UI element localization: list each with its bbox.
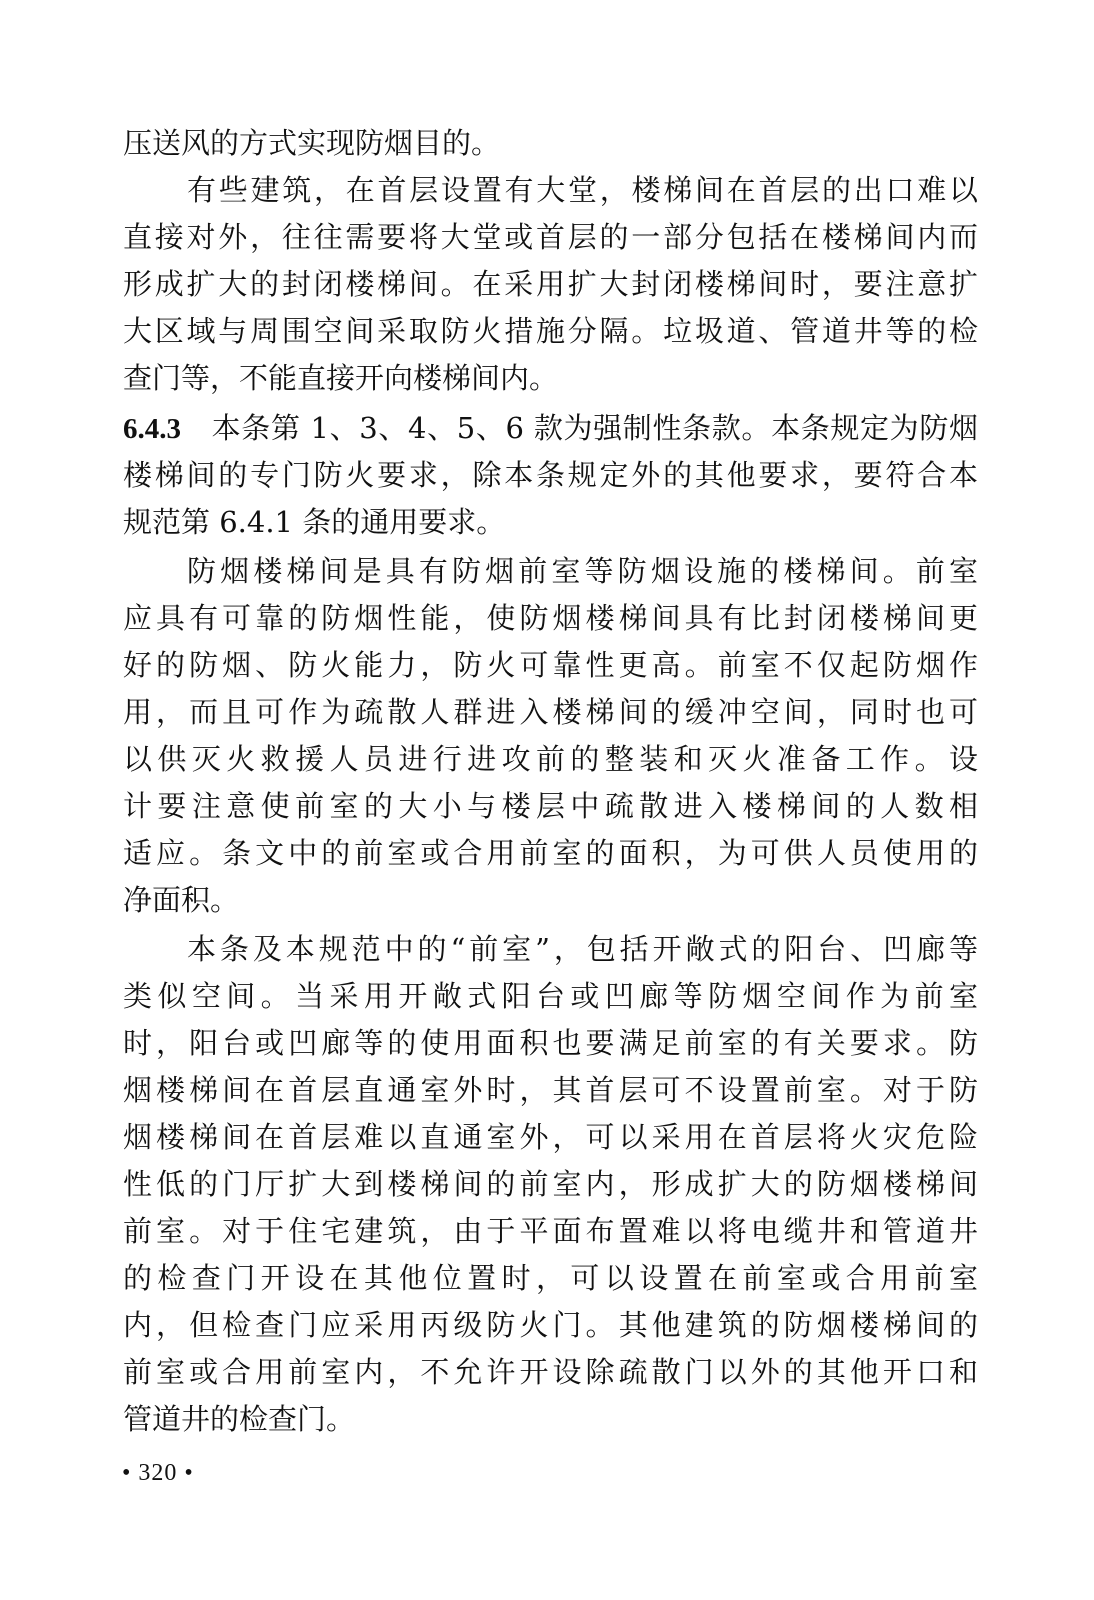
text-line: 净面积。 <box>123 883 240 917</box>
text-line: 直接对外，往往需要将大堂或首层的一部分包括在楼梯间内而 <box>123 220 978 254</box>
text-line: 类似空间。当采用开敞式阳台或凹廊等防烟空间作为前室 <box>123 979 978 1013</box>
text-line: 有些建筑，在首层设置有大堂，楼梯间在首层的出口难以 <box>187 173 978 207</box>
text-line: 用，而且可作为疏散人群进入楼梯间的缓冲空间，同时也可 <box>123 695 978 729</box>
section-number: 6.4.3 <box>123 413 181 445</box>
section-text: 本条第 1、3、4、5、6 款为强制性条款。本条规定为防烟 <box>211 411 978 445</box>
text-line: 防烟楼梯间是具有防烟前室等防烟设施的楼梯间。前室 <box>187 554 978 588</box>
text-line: 的检查门开设在其他位置时，可以设置在前室或合用前室 <box>123 1261 978 1295</box>
text-line: 时，阳台或凹廊等的使用面积也要满足前室的有关要求。防 <box>123 1026 978 1060</box>
text-line: 烟楼梯间在首层难以直通室外，可以采用在首层将火灾危险 <box>123 1120 978 1154</box>
text-line: 楼梯间的专门防火要求，除本条规定外的其他要求，要符合本 <box>123 458 978 492</box>
text-line: 性低的门厅扩大到楼梯间的前室内，形成扩大的防烟楼梯间 <box>123 1167 978 1201</box>
text-line: 规范第 6.4.1 条的通用要求。 <box>123 505 506 539</box>
text-line: 大区域与周围空间采取防火措施分隔。垃圾道、管道井等的检 <box>123 314 978 348</box>
page-number: • 320 • <box>122 1460 194 1486</box>
text-line: 前室。对于住宅建筑，由于平面布置难以将电缆井和管道井 <box>123 1214 978 1248</box>
text-line: 以供灭火救援人员进行进攻前的整装和灭火准备工作。设 <box>123 742 978 776</box>
text-line: 内，但检查门应采用丙级防火门。其他建筑的防烟楼梯间的 <box>123 1308 978 1342</box>
text-line: 管道井的检查门。 <box>123 1402 356 1436</box>
text-line: 本条及本规范中的“前室”，包括开敞式的阳台、凹廊等 <box>187 932 978 966</box>
text-line: 压送风的方式实现防烟目的。 <box>123 126 501 160</box>
section-line <box>123 410 978 447</box>
text-line: 烟楼梯间在首层直通室外时，其首层可不设置前室。对于防 <box>123 1073 978 1107</box>
text-line: 应具有可靠的防烟性能，使防烟楼梯间具有比封闭楼梯间更 <box>123 601 978 635</box>
text-line: 适应。条文中的前室或合用前室的面积，为可供人员使用的 <box>123 836 978 870</box>
text-line: 计要注意使前室的大小与楼层中疏散进入楼梯间的人数相 <box>123 789 978 823</box>
text-line: 好的防烟、防火能力，防火可靠性更高。前室不仅起防烟作 <box>123 648 978 682</box>
text-line: 查门等，不能直接开向楼梯间内。 <box>123 361 559 395</box>
text-line: 形成扩大的封闭楼梯间。在采用扩大封闭楼梯间时，要注意扩 <box>123 267 978 301</box>
text-line: 前室或合用前室内，不允许开设除疏散门以外的其他开口和 <box>123 1355 978 1389</box>
